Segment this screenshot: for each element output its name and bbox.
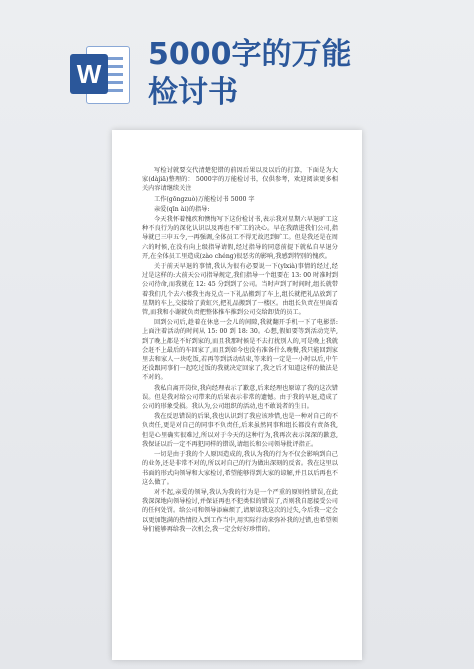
- paragraph: 关于前天早退的事情,我认为很有必要说一下(yīxià)事情的经过,经过是这样的:大前天公司指导规定,我们指导一个组要在 13: 00 时准时到公司待命,而我就在 12: 45 分到到了公司。当时声到了时间时,组长就带着我们几个去六楼我主海兑点一下礼品搬到了车上,组长就把礼品放到了星期的车上,交接给了黄虹兴,把礼品搬到了一楼区。由组长负责在里面看管,而我和小谢就负责把整体推车推到公司交给卸货的员工。: [142, 263, 338, 317]
- paragraph: 亲爱(qīn ài)的指导:: [154, 205, 210, 213]
- paragraph: 我在反思错误的后果,我也认识到了我应该珍惜,也是一种对自己的不负责任,更是对自己的同事不负责任,后来虽然同事和组长都没有责备我,但是心里确实很难过,所以对于今天的这种行为,我再次表示深深的歉意,我保证以后一定不再犯同样的错误,请组长和公司领导批评指正。: [142, 413, 338, 448]
- paragraph: 我私自离开岗位,我向经理表示了歉意,后来经理也原谅了我的这次错误。但是我对给公司带来的后果表示非常的遗憾。由于我的早退,造成了公司的形象受损。我认为,公司组织的活动,也不敢说者的生日。: [142, 384, 338, 411]
- page-title: [148, 36, 448, 112]
- title-line-1: 5000字的万能: [148, 37, 352, 72]
- paragraph: 回到公司后,趁着在休息一会儿的间隙,我就翻开手机一下了电影票:上面注着活动的时间从 15: 00 到 18: 30。心想,假如要等到活动完毕,到了晚上都是不好到家的,而且我那时候是不去打扰别人的,可是晚上我就会赶不上最后的车回家了,而且到如今也没有准备什么晚餐,我只能回到家里去和家人一块吃饭,若再等到活动结束,等来的一定是一小时以后,中午还没跟同事们一起吃过饭的我就决定回家了,我之后才知道这样的做法是不对的。: [142, 319, 338, 382]
- word-letter-badge: W: [70, 54, 108, 94]
- paragraph: 工作(gōngzuò)万能检讨书 5000 字: [154, 195, 255, 203]
- paragraph: 一切是由于我的个人原因造成的,我认为我的行为不仅会影响到自己的业务,还是非常不对的,所以对自己的行为做出深刻的反省。我在这里以书面的形式向领导和大家检讨,希望能够得到大家的谅解,并且以后再也不这么做了。: [142, 451, 338, 486]
- document-body: [142, 166, 338, 535]
- paragraph: 对不起,亲爱的领导,我认为我的行为是一个严重的原则性错误,在此我深深地向领导检讨,并保证再也不犯类似的错误了,否则我自愿接受公司的任何处罚。给公司和领导添麻烦了,请原谅我这次的过失,今后我一定会以更加饱满的热情投入到工作当中,用实际行动来弥补我的过错,也希望领导们能够再给我一次机会,我一定会好好珍惜的。: [142, 488, 338, 533]
- word-document-icon: [70, 44, 130, 104]
- title-line-2: 检讨书: [148, 75, 238, 110]
- paragraph: 今天我怀着愧疚和懊悔写下这份检讨书,表示我对星期六早退旷工这种不良行为的深化认识以及再也不旷工的决心。早在我踏进我们公司,指导就已三申五令,一再强调,全体员工不得无故迟到旷工。但是我还是在周六的时候,在没有向上级指导请假,经过指导的同意前提下就私自早退分开,在全体员工里造成(zào chéng)很恶劣的影响,我感到特别的愧疚。: [142, 216, 338, 260]
- paragraph: 写检讨就要交代清楚犯错的前因后果以及以后的打算，下面是为大家(dàjiā)整理的： 5000字的万能检讨书，仅供参考，欢迎阅读更多相关内容请继续关注: [142, 167, 338, 193]
- document-preview-page[interactable]: [112, 130, 362, 660]
